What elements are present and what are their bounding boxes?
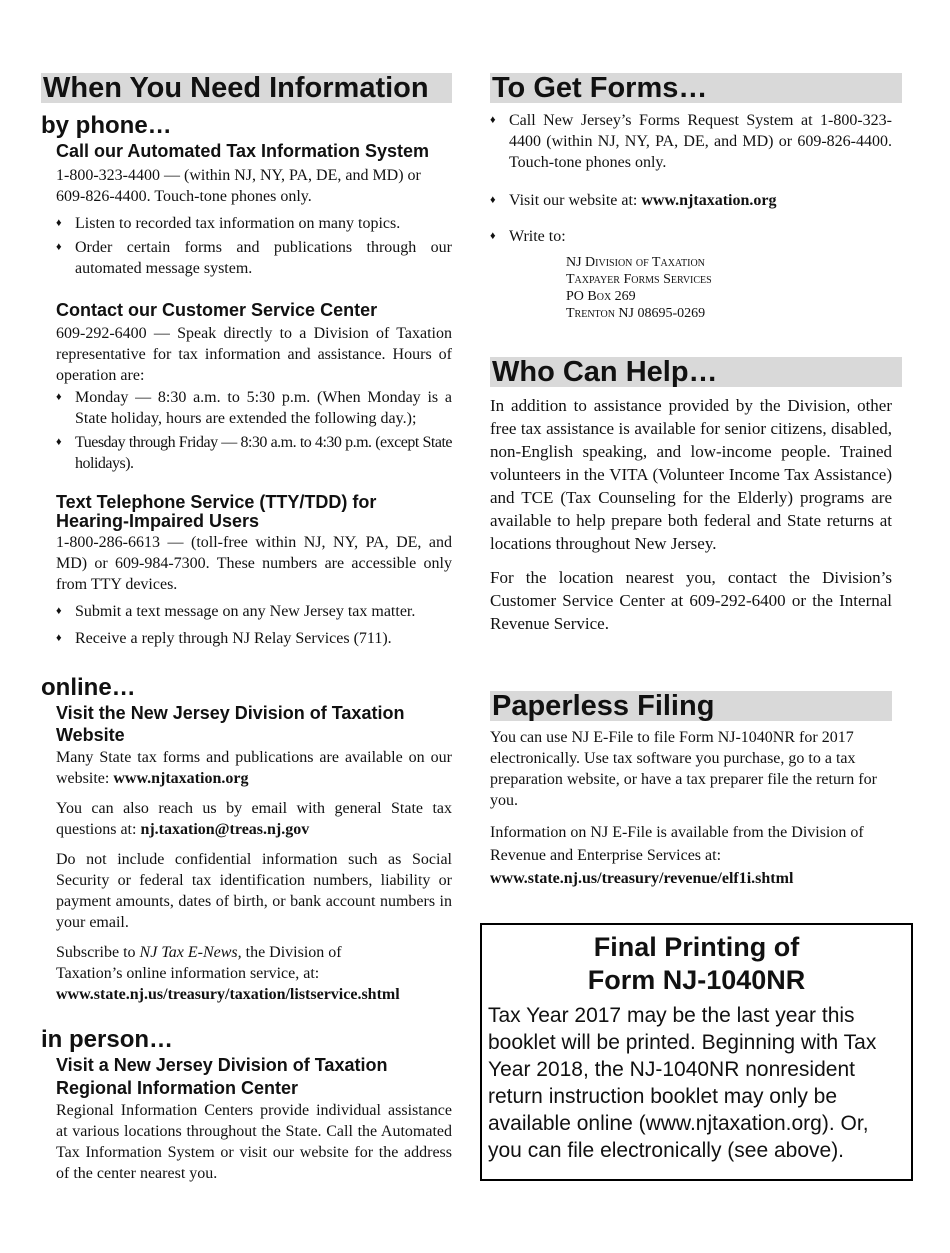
- paperless-section: [490, 727, 892, 890]
- forms-section: [490, 110, 892, 322]
- diamond-bullet-icon: ♦: [490, 230, 496, 242]
- customer-service-text: 609-292-6400 — Speak directly to a Division of Taxation representative for tax information and assistance. Hours of operation are:: [56, 325, 452, 384]
- online-paragraph-4-link-line: [56, 984, 452, 1005]
- list-item: ♦ Monday — 8:30 a.m. to 5:30 p.m. (When Monday is a State holiday, hours are extended the following day.);: [56, 389, 452, 427]
- list-item: ♦ Call New Jersey’s Forms Request System at 1-800-323-4400 (within NJ, NY, PA, DE, and MD) or 609-826-4400. Touch-tone phones only.: [490, 112, 892, 171]
- in-person-subheading: Visit a New Jersey Division of Taxation Regional Information Center: [56, 1055, 388, 1098]
- help-paragraph-2: For the location nearest you, contact the Division’s Customer Service Center at 609-292-6400 or the Internal Revenue Service.: [490, 568, 892, 633]
- diamond-bullet-icon: ♦: [56, 391, 62, 403]
- when-you-need-information-header: When You Need Information: [41, 73, 452, 103]
- list-item: ♦ Tuesday through Friday — 8:30 a.m. to 4:30 p.m. (except State holidays).: [56, 434, 452, 472]
- diamond-bullet-icon: ♦: [56, 241, 62, 253]
- address-line: PO Box 269: [566, 289, 636, 304]
- efile-link[interactable]: www.state.nj.us/treasury/revenue/elf1i.shtml: [490, 870, 794, 887]
- customer-service-heading: Contact our Customer Service Center: [56, 300, 378, 320]
- diamond-bullet-icon: ♦: [490, 194, 496, 206]
- listservice-link[interactable]: www.state.nj.us/treasury/taxation/listservice.shtml: [56, 986, 400, 1003]
- list-item: ♦ Receive a reply through NJ Relay Services (711).: [56, 630, 392, 647]
- automated-system-heading: Call our Automated Tax Information System: [56, 141, 430, 161]
- list-item: ♦ Visit our website at: www.njtaxation.org: [490, 192, 777, 209]
- online-paragraph-3: Do not include confidential information such as Social Security or federal tax identification numbers, liability or payment amounts, dates of birth, or bank account numbers in your email.: [56, 851, 452, 931]
- paperless-filing-header: Paperless Filing: [490, 691, 892, 721]
- automated-system-text: 1-800-323-4400 — (within NJ, NY, PA, DE, and MD) or 609-826-4400. Touch-tone phones only.: [56, 167, 421, 205]
- final-printing-notice: [480, 923, 913, 1181]
- paperless-paragraph-1: You can use NJ E-File to file Form NJ-1040NR for 2017 electronically. Use tax software you purchase, go to a tax preparation website, or have a tax preparer file the return for you.: [490, 729, 877, 809]
- mailing-address: [566, 254, 892, 322]
- diamond-bullet-icon: ♦: [56, 436, 62, 448]
- online-section: [56, 702, 452, 1005]
- final-printing-title: Final Printing of Form NJ-1040NR: [587, 932, 806, 995]
- customer-service-section: [56, 300, 452, 474]
- tty-section: [56, 493, 452, 649]
- diamond-bullet-icon: ♦: [56, 605, 62, 617]
- diamond-bullet-icon: ♦: [56, 217, 62, 229]
- in-person-section: [56, 1054, 452, 1184]
- diamond-bullet-icon: ♦: [490, 114, 497, 126]
- address-line: Taxpayer Forms Services: [566, 272, 712, 287]
- help-paragraph-1: In addition to assistance provided by the Division, other free tax assistance is available for senior citizens, disabled, non-English speaking, and low-income people. Trained volunteers in the VITA (Volunteer Income Tax Assistance) and TCE (Tax Counseling for the Elderly) programs are available to help prepare both federal and State returns at locations throughout New Jersey.: [490, 396, 892, 553]
- who-can-help-header: Who Can Help…: [490, 357, 902, 387]
- by-phone-heading: by phone…: [41, 112, 172, 139]
- online-paragraph-1: Many State tax forms and publications are available on our website: www.njtaxation.org: [56, 749, 452, 787]
- website-link[interactable]: www.njtaxation.org: [113, 770, 249, 787]
- paperless-paragraph-2: Information on NJ E-File is available from the Division of Revenue and Enterprise Services at: www.state.nj.us/treasury/revenue/elf1i.shtml: [490, 824, 864, 887]
- tty-heading: Text Telephone Service (TTY/TDD) for Hearing-Impaired Users: [56, 492, 377, 531]
- online-paragraph-2: You can also reach us by email with general State tax questions at: nj.taxation@treas.nj.gov: [56, 800, 452, 838]
- automated-system-section: [56, 141, 452, 279]
- online-paragraph-4: Subscribe to NJ Tax E-News, the Division of Taxation’s online information service, at:: [56, 944, 342, 982]
- list-item: ♦ Listen to recorded tax information on many topics.: [56, 215, 401, 232]
- to-get-forms-header: To Get Forms…: [490, 73, 902, 103]
- online-heading: online…: [41, 674, 136, 701]
- in-person-text: Regional Information Centers provide individual assistance at various locations throughout the State. Call the Automated Tax Information System or visit our website for the address of the center nearest you.: [56, 1102, 452, 1182]
- address-line: NJ Division of Taxation: [566, 255, 705, 270]
- list-item: ♦ Write to:: [490, 228, 566, 245]
- tty-text: 1-800-286-6613 — (toll-free within NJ, NY, PA, DE, and MD) or 609-984-7300. These numbers are accessible only from TTY devices.: [56, 534, 452, 593]
- who-can-help-section: [490, 394, 892, 635]
- final-printing-body: Tax Year 2017 may be the last year this booklet will be printed. Beginning with Tax Year 2018, the NJ-1040NR nonresident return instruction booklet may only be available online (www.njtaxation.org). Or, you can file electronically (see above).: [488, 1004, 877, 1162]
- online-subheading: Visit the New Jersey Division of Taxation Website: [56, 703, 405, 745]
- diamond-bullet-icon: ♦: [56, 632, 62, 644]
- in-person-heading: in person…: [41, 1026, 174, 1053]
- email-link[interactable]: nj.taxation@treas.nj.gov: [140, 821, 310, 838]
- list-item: ♦ Order certain forms and publications through our automated message system.: [56, 239, 452, 277]
- forms-website-link[interactable]: www.njtaxation.org: [641, 192, 777, 209]
- list-item: ♦ Submit a text message on any New Jersey tax matter.: [56, 603, 416, 620]
- address-line: Trenton NJ 08695-0269: [566, 306, 706, 321]
